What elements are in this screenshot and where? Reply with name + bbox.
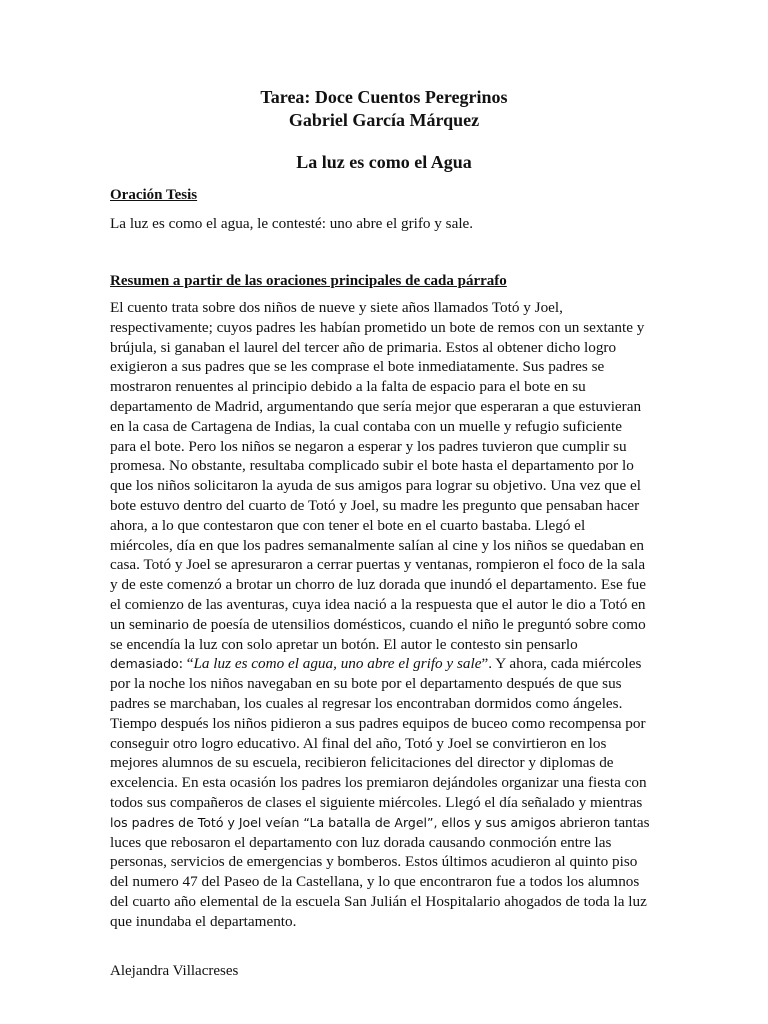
summary-line: mejores alumnos de su escuela, recibieron felicitaciones del director y diplomas de <box>110 754 614 772</box>
summary-line: Tiempo después los niños pidieron a sus padres equipos de buceo como recompensa por <box>110 714 646 732</box>
quote-close: ”. <box>481 655 492 673</box>
summary-line: para el bote. Pero los niños se negaron a esperar y los padres tuvieron que cumplir su <box>110 437 627 455</box>
sans-fragment: demasiado <box>110 656 179 672</box>
summary-line: mostraron renuentes al principio debido a la falta de espacio para el bote en su <box>110 378 586 396</box>
line-rest: abrieron tantas <box>555 813 650 831</box>
summary-line: respectivamente; cuyos padres les habían prometido un bote de remos con un sextante y <box>110 318 645 336</box>
summary-line: un seminario de poesía de utensilios domésticos, cuando el niño le preguntó sobre como <box>110 615 646 633</box>
summary-line: casa. Totó y Joel se apresuraron a cerrar puertas y ventanas, rompieron el foco de la sala <box>110 556 646 574</box>
summary-line: del numero 47 del Paseo de la Castellana, y lo que encontraron fue a todos los alumnos <box>110 873 640 891</box>
summary-line: promesa. No obstante, resultaba complicado subir el bote hasta el departamento por lo <box>110 457 634 475</box>
thesis-heading: Oración Tesis <box>110 187 198 203</box>
summary-line: por la noche los niños navegaban en su bote por el departamento después de que sus <box>110 675 622 693</box>
summary-line: del cuarto año elemental de la escuela San Julián el Hospitalario ahogados de toda la luz <box>110 892 647 910</box>
summary-line: ahora, a lo que contestaron que con tener el bote en el cuarto bastaba. Llegó el <box>110 516 586 534</box>
summary-line: y de este comenzó a brotar un chorro de luz dorada que inundó el departamento. Ese fue <box>110 576 646 594</box>
summary-line: en la casa de Cartagena de Indias, la cual contaba con un muelle y refugio suficiente <box>110 417 622 435</box>
summary-heading: Resumen a partir de las oraciones principales de cada párrafo <box>110 273 507 289</box>
summary-line: que los niños solicitaron la ayuda de sus amigos para lograr su objetivo. Una vez que el <box>110 477 642 495</box>
summary-line: El cuento trata sobre dos niños de nueve y siete años llamados Totó y Joel, <box>110 299 563 316</box>
summary-line: todos sus compañeros de clases el siguiente miércoles. Llegó el día señalado y mientras <box>110 793 643 811</box>
summary-line: exigieron a sus padres que se les comprase el bote inmediatamente. Sus padres se <box>110 358 605 376</box>
summary-line: departamento de Madrid, argumentando que sería mejor que esperaran a que estuvieran <box>110 397 642 415</box>
footer-author: Alejandra Villacreses <box>110 963 239 979</box>
thesis-text: La luz es como el agua, le contesté: uno abre el grifo y sale. <box>110 215 474 232</box>
summary-line-quote <box>110 654 670 674</box>
summary-line: el comienzo de las aventuras, cuya idea nació a la respuesta que el autor le dio a Totó en <box>110 595 646 613</box>
summary-line: excelencia. En esta ocasión los padres los premiaron dejándoles organizar una fiesta con <box>110 774 647 792</box>
summary-line: padres se marchaban, los cuales al regresar los encontraban dormidos como ángeles. <box>110 694 623 712</box>
summary-line: luces que rebosaron el departamento con luz dorada causando conmoción entre las <box>110 833 612 851</box>
summary-line: bote estuvo dentro del cuarto de Totó y Joel, su madre les pregunto que pensaban hacer <box>110 496 640 514</box>
sans-fragment: los padres de Totó y Joel veían “La batalla de Argel”, ellos y sus amigos <box>110 814 556 830</box>
summary-line: brújula, si ganaban el laurel del tercer año de primaria. Estos al obtener dicho logro <box>110 338 617 356</box>
summary-line-mixed <box>110 813 670 833</box>
story-title: La luz es como el Agua <box>296 152 472 172</box>
summary-line: personas, servicios de emergencias y bomberos. Estos últimos acudieron al quinto piso <box>110 853 638 871</box>
assignment-title: Tarea: Doce Cuentos Peregrinos <box>260 87 508 107</box>
summary-paragraph <box>110 298 670 932</box>
italic-quote: La luz es como el agua, uno abre el grifo y sale <box>193 655 482 673</box>
author-title: Gabriel García Márquez <box>288 110 480 130</box>
summary-line: que inundaba el departamento. <box>110 912 297 930</box>
line-rest: Y ahora, cada miércoles <box>492 655 642 673</box>
summary-line: se encendía la luz con solo apretar un botón. El autor le contesto sin pensarlo <box>110 635 578 653</box>
quote-open: : “ <box>178 655 194 673</box>
summary-line: conseguir otro logro educativo. Al final del año, Totó y Joel se convirtieron en los <box>110 734 607 752</box>
summary-line: miércoles, día en que los padres semanalmente salían al cine y los niños se quedaban en <box>110 536 644 554</box>
